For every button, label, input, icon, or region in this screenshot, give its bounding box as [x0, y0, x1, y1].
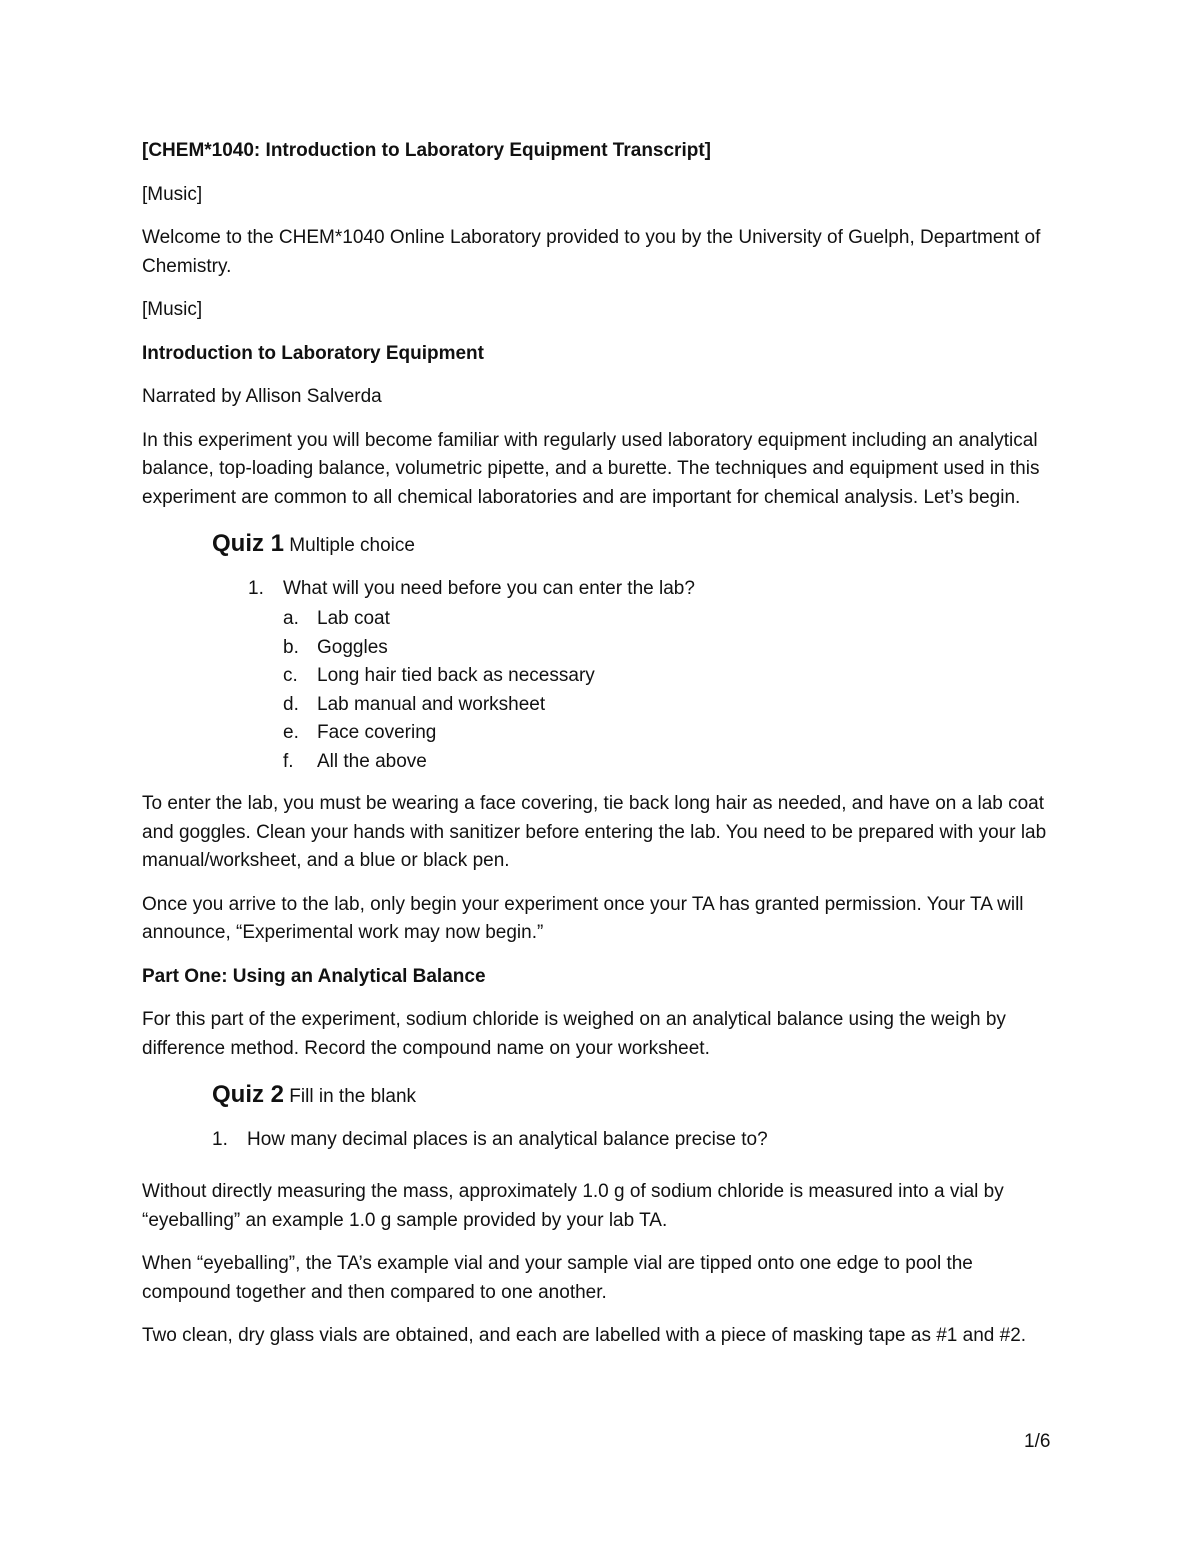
quiz-2-label: Quiz 2	[212, 1081, 285, 1108]
eyeballing-paragraph: Without directly measuring the mass, approximately 1.0 g of sodium chloride is measured into a vial by “eyeballing” an example 1.0 g sample provided by your lab TA.	[142, 1181, 1004, 1231]
quiz-1-question	[142, 575, 1062, 777]
option-letter: b.	[283, 636, 299, 658]
quiz-1-heading	[212, 530, 1062, 561]
answer-option	[283, 748, 1062, 777]
page-number: 1/6	[1024, 1431, 1051, 1452]
document-body	[142, 137, 1062, 1366]
quiz-1-type: Multiple choice	[289, 535, 415, 556]
option-text: All the above	[317, 750, 427, 772]
vials-paragraph: Two clean, dry glass vials are obtained, and each are labelled with a piece of masking tape as #1 and #2.	[142, 1325, 1027, 1346]
intro-paragraph: In this experiment you will become familiar with regularly used laboratory equipment including an analytical balance, top-loading balance, volumetric pipette, and a burette. The techniques and equipment used in this experiment are common to all chemical laboratories and are important for chemical analysis. Let’s begin.	[142, 429, 1040, 508]
option-text: Lab coat	[317, 608, 390, 629]
narrator-line: Narrated by Allison Salverda	[142, 386, 382, 407]
answer-option	[283, 634, 1062, 663]
part-one-paragraph: For this part of the experiment, sodium chloride is weighed on an analytical balance using the weigh by difference method. Record the compound name on your worksheet.	[142, 1009, 1006, 1059]
quiz-1-label: Quiz 1	[212, 530, 285, 557]
lab-entry-paragraph: To enter the lab, you must be wearing a face covering, tie back long hair as needed, and have on a lab coat and goggles. Clean your hands with sanitizer before entering the lab. You need to be prepared with your lab manual/worksheet, and a blue or black pen.	[142, 793, 1047, 871]
answer-option	[283, 662, 1062, 691]
option-text: Long hair tied back as necessary	[317, 665, 595, 686]
comparison-paragraph: When “eyeballing”, the TA’s example vial and your sample vial are tipped onto one edge to pool the compound together and then compared to one another.	[142, 1253, 973, 1303]
option-letter: d.	[283, 693, 299, 715]
lab-arrival-paragraph: Once you arrive to the lab, only begin your experiment once your TA has granted permission. Your TA will announce, “Experimental work may now begin.”	[142, 893, 1024, 943]
music-cue: [Music]	[142, 299, 203, 320]
answer-options	[283, 605, 1062, 776]
option-letter: e.	[283, 722, 299, 743]
answer-option	[283, 719, 1062, 748]
answer-option	[283, 691, 1062, 720]
quiz-2-questions	[142, 1126, 1062, 1155]
quiz-2-type: Fill in the blank	[289, 1086, 417, 1107]
question-number: 1.	[212, 1128, 228, 1150]
option-text: Lab manual and worksheet	[317, 693, 546, 715]
music-cue: [Music]	[142, 183, 203, 205]
welcome-paragraph: Welcome to the CHEM*1040 Online Laboratory provided to you by the University of Guelph, Department of Chemistry.	[142, 227, 1041, 277]
option-text: Goggles	[317, 636, 388, 658]
document-title: [CHEM*1040: Introduction to Laboratory Equipment Transcript]	[142, 140, 711, 161]
option-letter: f.	[283, 750, 294, 772]
quiz-2-question	[142, 1126, 1062, 1155]
question-number: 1.	[248, 577, 264, 599]
question-text: How many decimal places is an analytical balance precise to?	[247, 1128, 768, 1150]
option-letter: a.	[283, 608, 299, 629]
quiz-1-questions	[142, 575, 1062, 777]
quiz-2-heading	[212, 1081, 1062, 1112]
part-one-heading: Part One: Using an Analytical Balance	[142, 965, 486, 987]
option-text: Face covering	[317, 722, 437, 743]
question-text: What will you need before you can enter the lab?	[283, 577, 695, 599]
option-letter: c.	[283, 665, 298, 686]
section-heading: Introduction to Laboratory Equipment	[142, 342, 484, 364]
answer-option	[283, 605, 1062, 634]
